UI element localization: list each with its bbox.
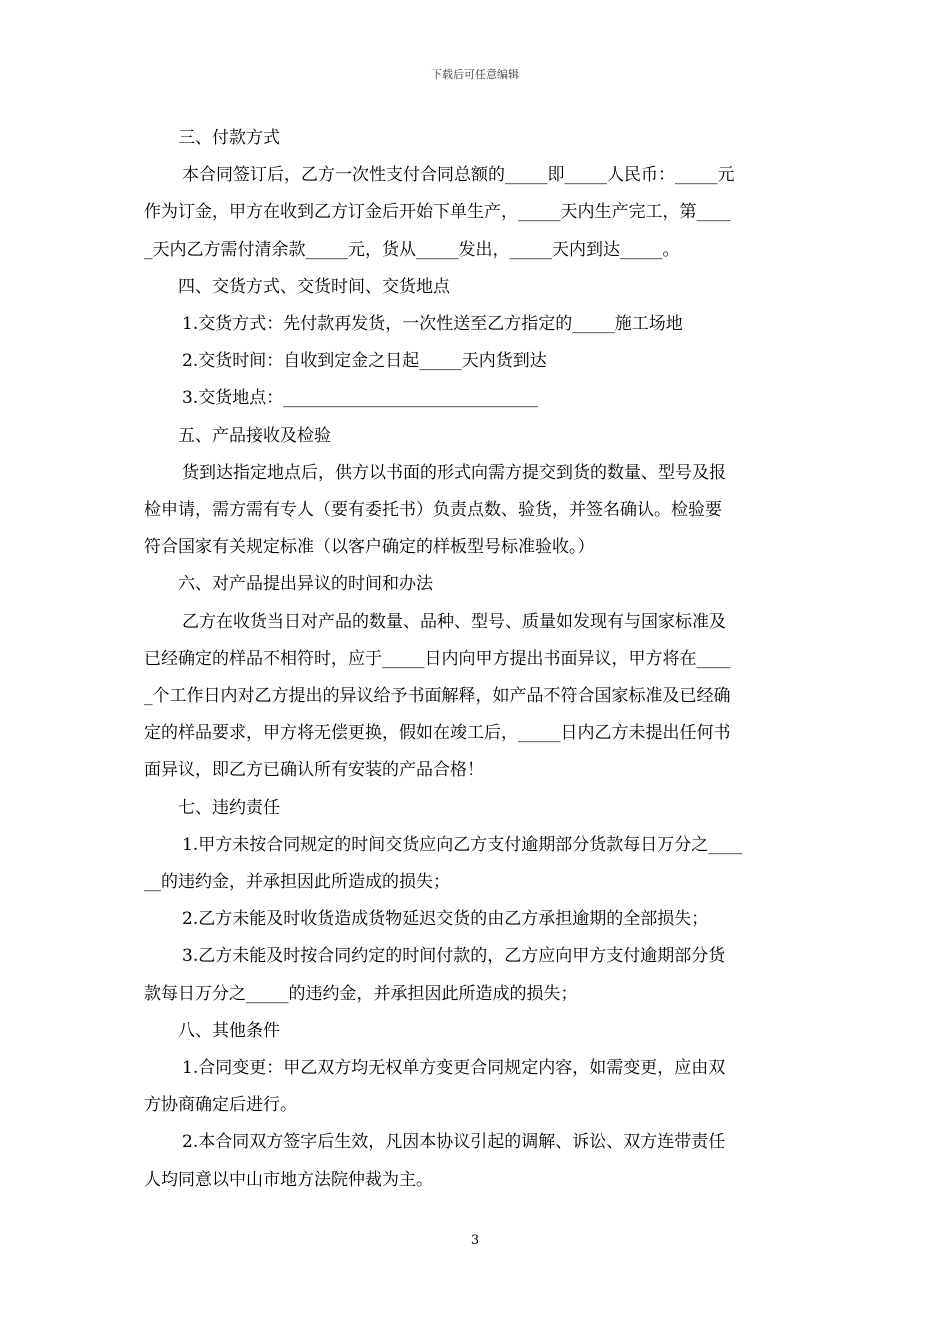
paragraph-line: 人均同意以中山市地方法院仲裁为主。: [144, 1169, 433, 1190]
list-item: 3.交货地点：______________________________: [182, 388, 539, 409]
paragraph-line: 面异议，即乙方已确认所有安装的产品合格！: [144, 760, 484, 781]
list-item: 1.甲方未按合同规定的时间交货应向乙方支付逾期部分货款每日万分之____: [182, 834, 743, 855]
paragraph-line: 方协商确定后进行。: [144, 1095, 297, 1116]
section-heading-other: 八、其他条件: [178, 1020, 280, 1041]
page-number: 3: [470, 1233, 480, 1248]
paragraph-line: 货到达指定地点后，供方以书面的形式向需方提交到货的数量、型号及报: [182, 462, 726, 483]
list-item: 3.乙方未能及时按合同约定的时间付款的，乙方应向甲方支付逾期部分货: [182, 946, 726, 967]
paragraph-line: 定的样品要求，甲方将无偿更换，假如在竣工后，_____日内乙方未提出任何书: [144, 723, 731, 744]
list-item: 2.乙方未能及时收货造成货物延迟交货的由乙方承担逾期的全部损失；: [182, 909, 709, 930]
list-item: 1.交货方式：先付款再发货，一次性送至乙方指定的_____施工场地: [182, 314, 683, 335]
paragraph-line: 本合同签订后，乙方一次性支付合同总额的_____即_____人民币：_____元: [182, 165, 735, 186]
section-heading-payment: 三、付款方式: [178, 128, 280, 148]
list-item: 1.合同变更：甲乙双方均无权单方变更合同规定内容，如需变更，应由双: [182, 1058, 726, 1079]
page-header: 下载后可任意编辑: [431, 68, 519, 81]
paragraph-line: 乙方在收货当日对产品的数量、品种、型号、质量如发现有与国家标准及: [182, 611, 726, 632]
paragraph-line: _个工作日内对乙方提出的异议给予书面解释，如产品不符合国家标准及已经确: [144, 686, 731, 707]
list-item: 2.交货时间：自收到定金之日起_____天内货到达: [182, 351, 547, 372]
section-heading-inspection: 五、产品接收及检验: [178, 425, 331, 446]
paragraph-line: 检申请，需方需有专人（要有委托书）负责点数、验货，并签名确认。检验要: [144, 500, 722, 521]
section-heading-liability: 七、违约责任: [178, 797, 280, 818]
paragraph-line: 款每日万分之_____的违约金，并承担因此所造成的损失；: [144, 983, 578, 1004]
section-heading-objection: 六、对产品提出异议的时间和办法: [178, 574, 433, 595]
paragraph-line: 已经确定的样品不相符时，应于_____日内向甲方提出书面异议，甲方将在____: [144, 648, 731, 669]
list-item: 2.本合同双方签字后生效，凡因本协议引起的调解、诉讼、双方连带责任: [182, 1132, 726, 1153]
paragraph-line: 符合国家有关规定标准（以客户确定的样板型号标准验收。）: [144, 537, 595, 558]
paragraph-line: _天内乙方需付清余款_____元，货从_____发出，_____天内到达_____。: [144, 239, 680, 260]
paragraph-line: __的违约金，并承担因此所造成的损失；: [144, 872, 450, 893]
paragraph-line: 作为订金，甲方在收到乙方订金后开始下单生产，_____天内生产完工，第____: [144, 202, 731, 223]
document-body: [144, 120, 809, 1199]
section-heading-delivery: 四、交货方式、交货时间、交货地点: [178, 276, 450, 297]
